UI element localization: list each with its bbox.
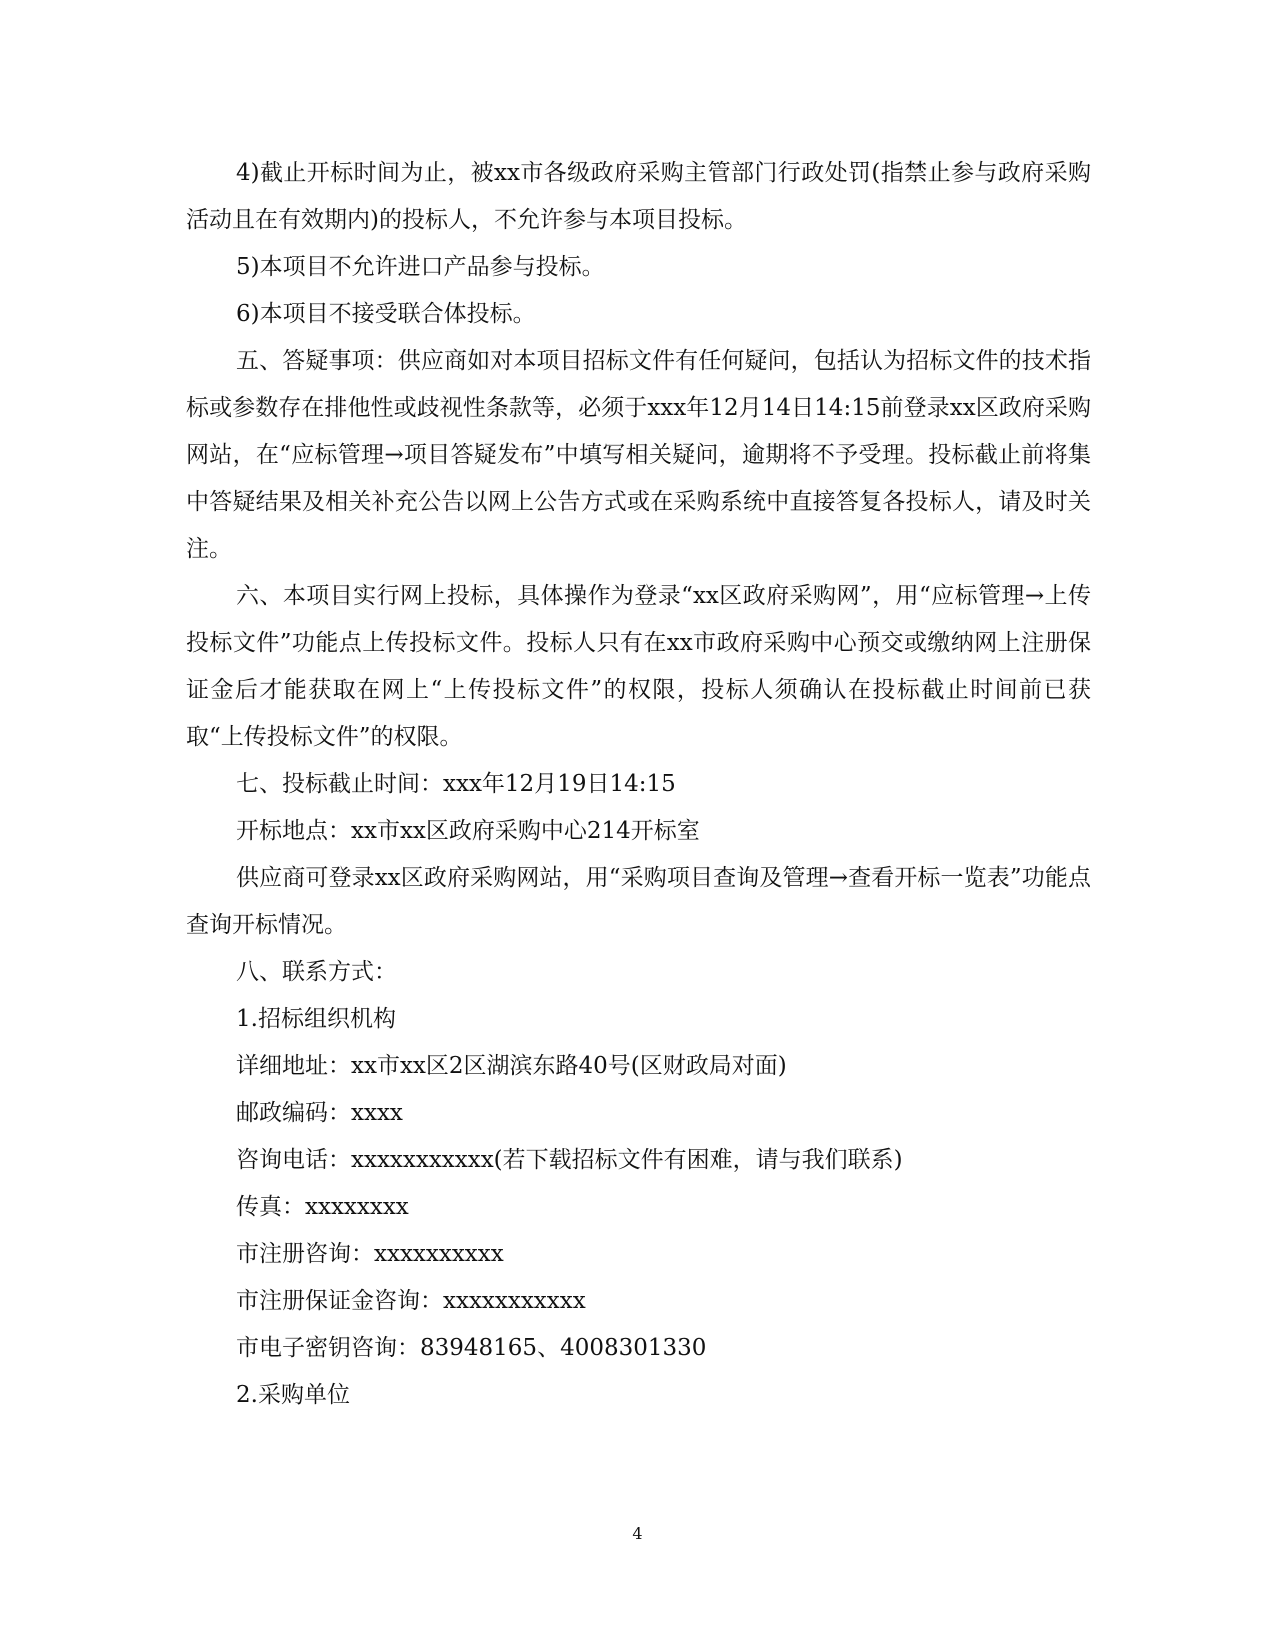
document-body [186, 150, 1091, 1419]
paragraph-contact-fax: 传真：xxxxxxxx [236, 1194, 409, 1220]
paragraph-contact-phone: 咨询电话：xxxxxxxxxxx(若下载招标文件有困难，请与我们联系) [236, 1147, 903, 1173]
paragraph-section-7-deadline: 七、投标截止时间：xxx年12月19日14:15 [236, 771, 676, 797]
paragraph-section-5-qa: 五、答疑事项：供应商如对本项目招标文件有任何疑问，包括认为招标文件的技术指标或参数存在排他性或歧视性条款等，必须于xxx年12月14日14:15前登录xx区政府采购网站，在“应标管理→项目答疑发布”中填写相关疑问，逾期将不予受理。投标截止前将集中答疑结果及相关补充公告以网上公告方式或在采购系统中直接答复各投标人，请及时关注。 [186, 348, 1091, 562]
paragraph-contact-address: 详细地址：xx市xx区2区湖滨东路40号(区财政局对面) [236, 1053, 787, 1079]
paragraph-contact-registration: 市注册咨询：xxxxxxxxxx [236, 1241, 504, 1267]
paragraph-item-6-no-consortium: 6)本项目不接受联合体投标。 [236, 301, 536, 327]
paragraph-section-6-online-bidding: 六、本项目实行网上投标，具体操作为登录“xx区政府采购网”，用“应标管理→上传投标文件”功能点上传投标文件。投标人只有在xx市政府采购中心预交或缴纳网上注册保证金后才能获取在网上“上传投标文件”的权限，投标人须确认在投标截止时间前已获取“上传投标文件”的权限。 [186, 583, 1091, 750]
paragraph-section-8-contacts: 八、联系方式： [236, 959, 397, 985]
page-number: 4 [632, 1524, 643, 1543]
paragraph-contact-agency-heading: 1.招标组织机构 [236, 1006, 396, 1032]
paragraph-contact-key: 市电子密钥咨询：83948165、4008301330 [236, 1335, 707, 1361]
paragraph-opening-location: 开标地点：xx市xx区政府采购中心214开标室 [236, 818, 700, 844]
paragraph-item-5-no-imports: 5)本项目不允许进口产品参与投标。 [236, 254, 605, 280]
paragraph-contact-deposit: 市注册保证金咨询：xxxxxxxxxxx [236, 1288, 586, 1314]
paragraph-opening-query: 供应商可登录xx区政府采购网站，用“采购项目查询及管理→查看开标一览表”功能点查询开标情况。 [186, 865, 1091, 938]
paragraph-item-4-disqualification: 4)截止开标时间为止，被xx市各级政府采购主管部门行政处罚(指禁止参与政府采购活动且在有效期内)的投标人，不允许参与本项目投标。 [186, 160, 1091, 233]
paragraph-contact-postcode: 邮政编码：xxxx [236, 1100, 403, 1126]
paragraph-purchasing-unit-heading: 2.采购单位 [236, 1382, 350, 1408]
